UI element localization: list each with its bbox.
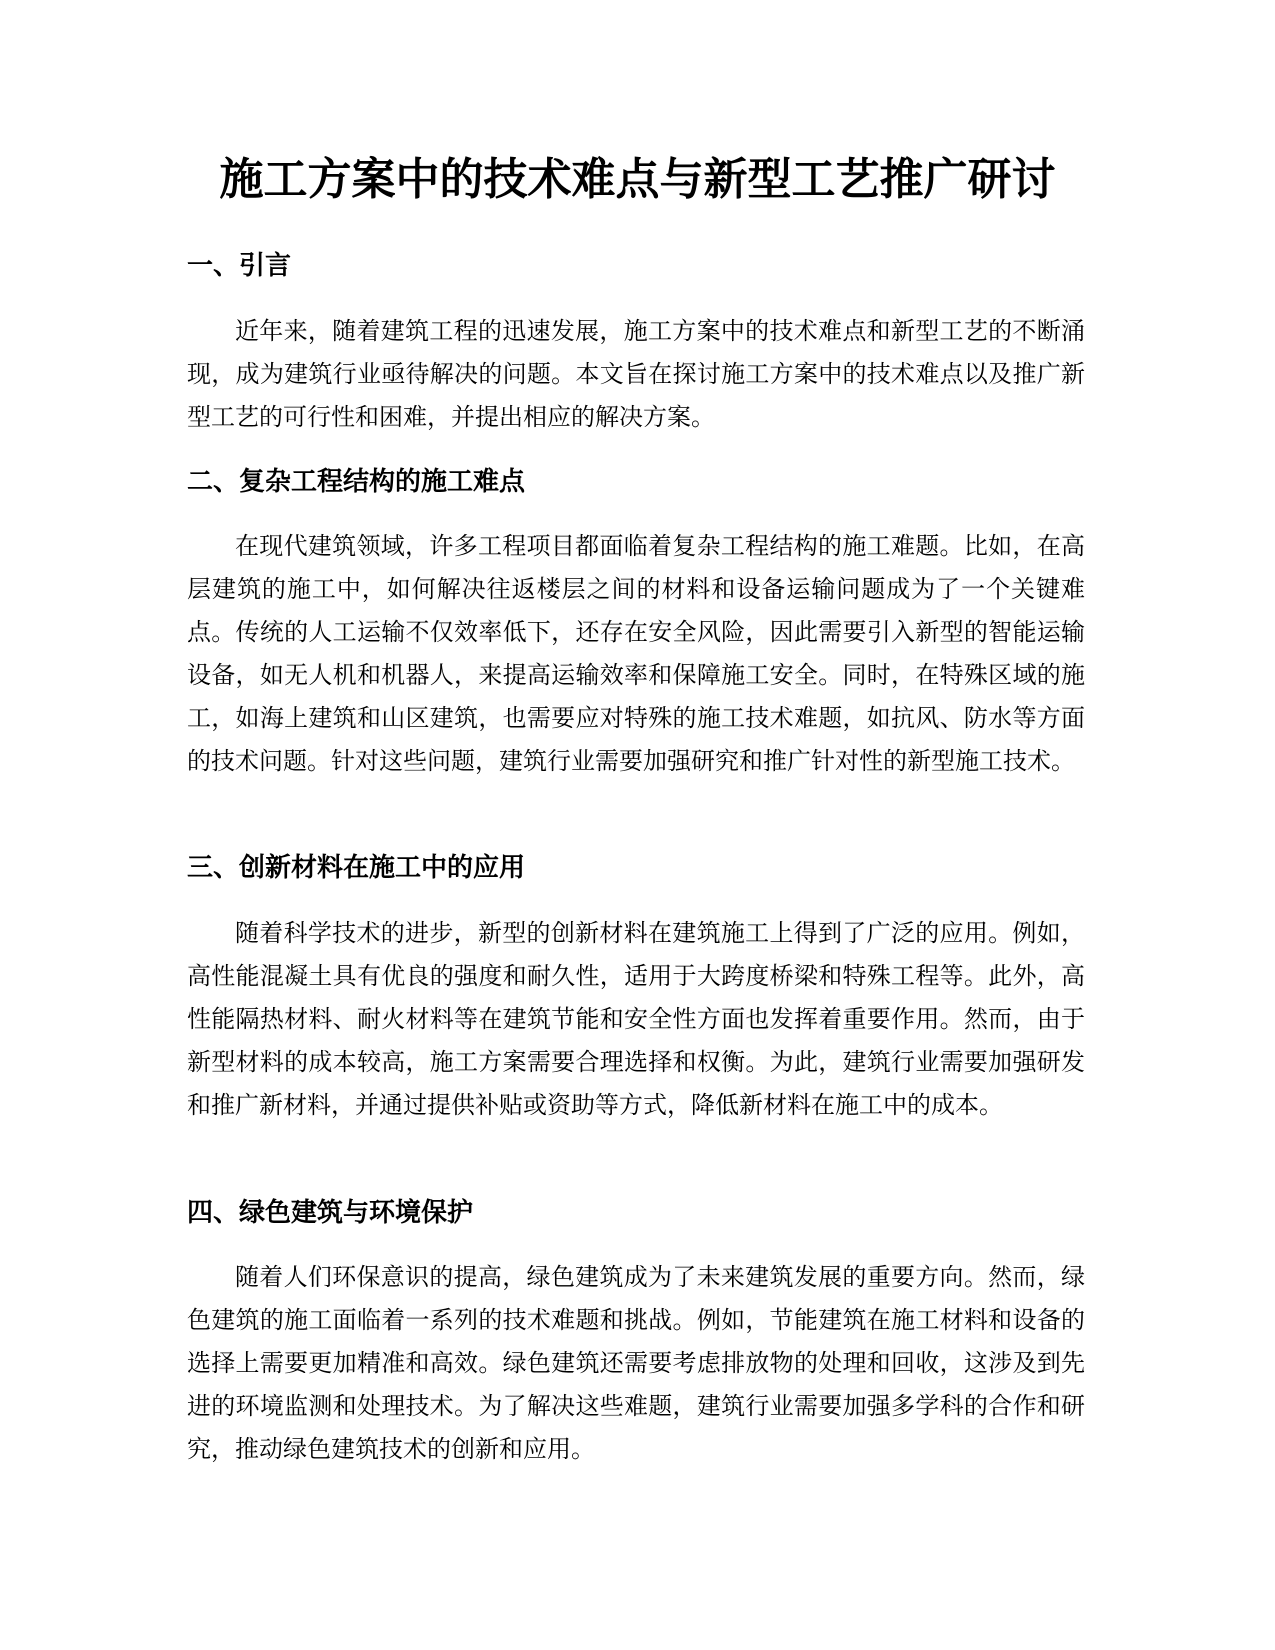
section-heading-green-building: 四、绿色建筑与环境保护 (187, 1198, 474, 1228)
section-paragraph-innovative-materials: 随着科学技术的进步，新型的创新材料在建筑施工上得到了广泛的应用。例如，高性能混凝土具有优良的强度和耐久性，适用于大跨度桥梁和特殊工程等。此外，高性能隔热材料、耐火材料等在建筑节能和安全性方面也发挥着重要作用。然而，由于新型材料的成本较高，施工方案需要合理选择和权衡。为此，建筑行业需要加强研发和推广新材料，并通过提供补贴或资助等方式，降低新材料在施工中的成本。 (187, 919, 1085, 1119)
section-heading-innovative-materials: 三、创新材料在施工中的应用 (187, 853, 526, 883)
section-paragraph-green-building: 随着人们环保意识的提高，绿色建筑成为了未来建筑发展的重要方向。然而，绿色建筑的施工面临着一系列的技术难题和挑战。例如，节能建筑在施工材料和设备的选择上需要更加精准和高效。绿色建筑还需要考虑排放物的处理和回收，这涉及到先进的环境监测和处理技术。为了解决这些难题，建筑行业需要加强多学科的合作和研究，推动绿色建筑技术的创新和应用。 (187, 1263, 1085, 1463)
section-paragraph-complex-structures: 在现代建筑领域，许多工程项目都面临着复杂工程结构的施工难题。比如，在高层建筑的施工中，如何解决往返楼层之间的材料和设备运输问题成为了一个关键难点。传统的人工运输不仅效率低下，还存在安全风险，因此需要引入新型的智能运输设备，如无人机和机器人，来提高运输效率和保障施工安全。同时，在特殊区域的施工，如海上建筑和山区建筑，也需要应对特殊的施工技术难题，如抗风、防水等方面的技术问题。针对这些问题，建筑行业需要加强研究和推广针对性的新型施工技术。 (187, 532, 1085, 775)
document-title: 施工方案中的技术难点与新型工艺推广研讨 (219, 154, 1056, 205)
section-heading-complex-structures: 二、复杂工程结构的施工难点 (187, 467, 526, 497)
section-heading-introduction: 一、引言 (187, 251, 292, 281)
section-paragraph-introduction: 近年来，随着建筑工程的迅速发展，施工方案中的技术难点和新型工艺的不断涌现，成为建筑行业亟待解决的问题。本文旨在探讨施工方案中的技术难点以及推广新型工艺的可行性和困难，并提出相应的解决方案。 (187, 317, 1085, 431)
